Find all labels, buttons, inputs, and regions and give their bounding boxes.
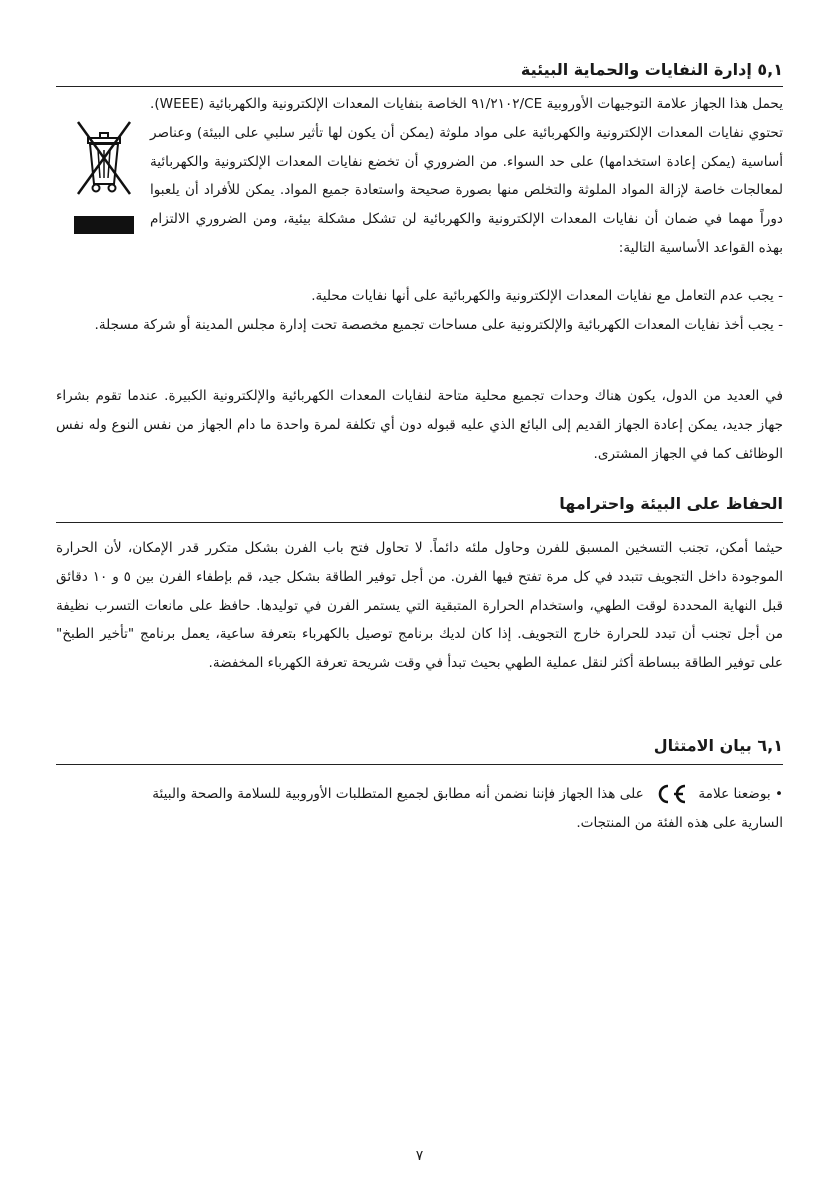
waste-bullet-2: - يجب أخذ نفايات المعدات الكهربائية والإلكترونية على مساحات تجميع مخصصة تحت إدارة مجلس المدينة أو شركة مسجلة. xyxy=(94,317,783,333)
waste-bullet-1: - يجب عدم التعامل مع نفايات المعدات الإلكترونية والكهربائية على أنها نفايات محلية. xyxy=(311,288,783,304)
section-rule xyxy=(56,764,783,765)
ce-mark-icon xyxy=(654,783,688,805)
compliance-text-after: على هذا الجهاز فإننا نضمن أنه مطابق لجميع المتطلبات الأوروبية للسلامة والصحة والبيئة xyxy=(152,786,644,802)
waste-paragraph-1a xyxy=(56,90,783,263)
section-title-waste: ٥,١ إدارة النفايات والحماية البيئية xyxy=(520,60,783,79)
waste-paragraph-2: في العديد من الدول، يكون هناك وحدات تجميع محلية متاحة لنفايات المعدات الكهربائية والإلكترونية الكبيرة. عندما تقوم بشراء جهاز جديد، يمكن إعادة الجهاز القديم إلى البائع الذي عليه قبوله دون أي تكلفة لمرة واحدة ما دام الجهاز من نفس النوع وله نفس الوظائف كما في الجهاز المشترى. xyxy=(56,388,783,462)
waste-paragraph-1: يحمل هذا الجهاز علامة التوجيهات الأوروبية CE/٩١/٢١٠٢ الخاصة بنفايات المعدات الإلكترونية والكهربائية (WEEE). تحتوي نفايات المعدات الإلكترونية والكهربائية على مواد ملوثة (يمكن أن يكون لها تأثير سلبي على البيئة) وعناصر أساسية (يمكن إعادة استخدامها) على حد السواء. من الضروري أن تخضع نفايات المعدات الإلكترونية والكهربائية لمعالجات خاصة لإزالة المواد الملوثة والتخلص منها بصورة صحيحة واستعادة جميع المواد. يمكن للأفراد أن يلعبوا دوراً مهما في ضمان أن نفايات المعدات الإلكترونية والكهربائية لن تشكل مشكلة بيئية، ومن الضروري الالتزام بهذه القواعد الأساسية التالية: xyxy=(150,96,783,256)
section-title-environment: الحفاظ على البيئة واحترامها xyxy=(559,494,783,513)
icon-spacer xyxy=(56,90,150,234)
page-number: ٧ xyxy=(415,1148,424,1164)
compliance-line-2: السارية على هذه الفئة من المنتجات. xyxy=(576,814,783,831)
compliance-line-1 xyxy=(56,780,783,809)
compliance-paragraph xyxy=(56,780,783,838)
section-rule xyxy=(56,86,783,87)
environment-paragraph: حيثما أمكن، تجنب التسخين المسبق للفرن وحاول ملئه دائماً. لا تحاول فتح باب الفرن بشكل متكرر قدر الإمكان، لأن الحرارة الموجودة داخل التجويف تتبدد في كل مرة تفتح فيها الفرن. من أجل توفير الطاقة بشكل جيد، قم بإطفاء الفرن بين ٥ و ١٠ دقائق قبل النهاية المحددة لوقت الطهي، واستخدام الحرارة المتبقية التي يستمر الفرن في توليدها. حافظ على مانعات التسرب نظيفة من أجل تجنب أن تبدد للحرارة خارج التجويف. إذا كان لديك برنامج توصيل بالكهرباء بتعرفة ساعية، يعمل برنامج "تأخير الطبخ" على توفير الطاقة ببساطة أكثر لنقل عملية الطهي بحيث تبدأ في وقت شريحة تعرفة الكهرباء المخفضة. xyxy=(56,540,783,672)
compliance-text-before: • بوضعنا علامة xyxy=(698,786,783,802)
section-title-compliance: ٦,١ بيان الامتثال xyxy=(653,736,783,755)
section-rule xyxy=(56,522,783,523)
